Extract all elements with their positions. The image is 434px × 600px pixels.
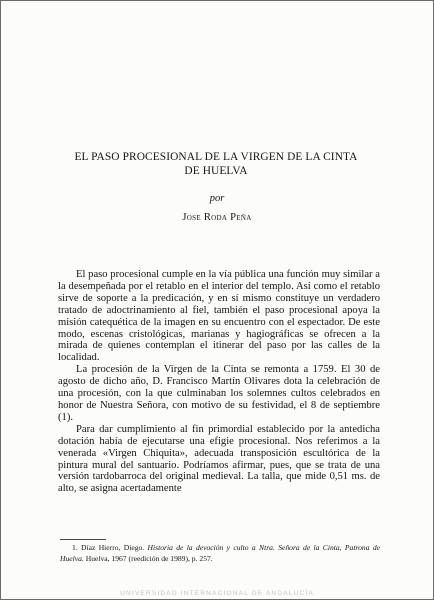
- paragraph-3: Para dar cumplimiento al fin primordial establecido por la antedicha dotación había de ejecutarse una efigie procesional. Nos referimos a la venerada «Virgen Chiquita», adecuada transposición escultórica de la pintura mural del santuario. Podríamos afirmar, pues, que se trata de una versión tardobarroca del original medieval. La talla, que mide 0,51 ms. de alto, se asigna acertadamente: [58, 423, 380, 495]
- footnote-book-title: Historia de la devoción y culto a Ntra. Señora de la Cinta, Patrona de Huelva.: [60, 543, 380, 563]
- footer-watermark: UNIVERSIDAD INTERNACIONAL DE ANDALUCÍA: [120, 590, 314, 597]
- footnote-tail: Huelva, 1967 (reedición de 1989), p. 257.: [85, 553, 213, 563]
- article-title: [36, 150, 396, 178]
- author-name: Jose Roda Peña: [182, 212, 252, 223]
- article-body: [58, 269, 380, 495]
- footnote-separator: [60, 539, 106, 540]
- footnote-lead: 1. Díaz Hierro, Diego.: [72, 543, 145, 552]
- paragraph-1: El paso procesional cumple en la vía pública una función muy similar a la desempeñada por el retablo en el interior del templo. Así como el retablo sirve de soporte a la predicación, y en sí mismo constituye un verdadero tratado de adoctrinamiento al fiel, también el paso procesional apoya la misión catequética de la imagen en su encuentro con el espectador. De este modo, escenas cristológicas, marianas y hagiográficas se ofrecen a la mirada de quienes contemplan el itinerar del paso por las calles de la localidad.: [58, 269, 380, 364]
- byline-por: por: [209, 193, 225, 204]
- footnote-1: [60, 543, 380, 564]
- title-line-1: EL PASO PROCESIONAL DE LA VIRGEN DE LA CINTA: [74, 151, 358, 163]
- title-line-2: DE HUELVA: [184, 165, 248, 177]
- paragraph-2: La procesión de la Virgen de la Cinta se remonta a 1759. El 30 de agosto de dicho año, D. Francisco Martín Olivares dota la celebración de una procesión, con la que culminaban los solemnes cultos celebrados en honor de Nuestra Señora, con motivo de su festividad, el 8 de septiembre (1).: [58, 364, 380, 423]
